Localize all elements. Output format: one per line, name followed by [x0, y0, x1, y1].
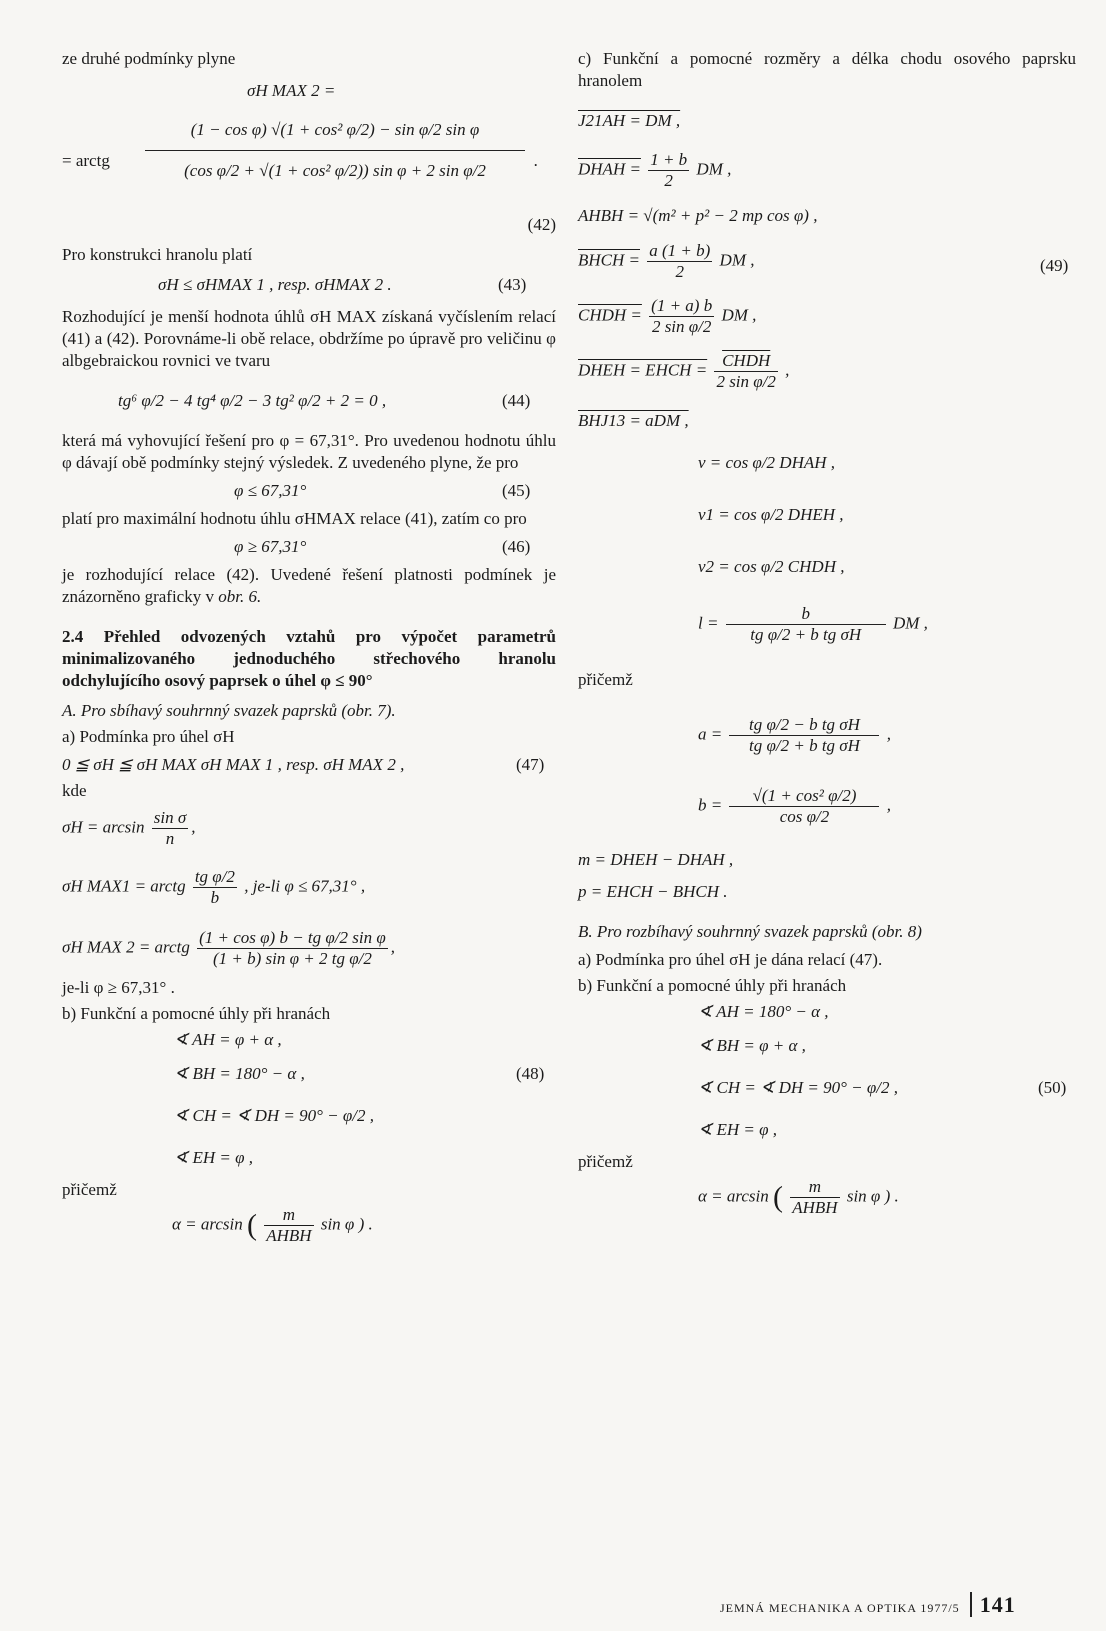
- l-num: b: [726, 604, 886, 625]
- smax1-lhs: σH MAX1 = arctg: [62, 876, 186, 896]
- r4-den: 2: [675, 262, 685, 281]
- eq50-angle-E: ∢ EH = φ ,: [698, 1120, 778, 1139]
- r2-lhs: DHAH =: [578, 159, 641, 179]
- eq-smax2: σH MAX 2 = arctg $\frac{\text{(1 + cos φ) b − tg φ/2 sin φ}}{\text{(1 + b) sin φ + 2 tg φ/2}}$ ,: [62, 928, 396, 968]
- r4-lhs: BHCH =: [578, 250, 640, 270]
- eq-alpha-right: α = arcsin ( $\frac{m}{\text{AHBH}}$ sin φ ) .: [698, 1177, 899, 1217]
- pricemz-left: přičemž: [62, 1180, 117, 1199]
- section-A-heading: A. Pro sbíhavý souhrnný svazek paprsků (obr. 7).: [62, 701, 396, 720]
- eq42-prefix: = arctg: [62, 151, 110, 170]
- smax2-den: (1 + b) sin φ + 2 tg φ/2: [212, 949, 372, 968]
- eq42-denominator: (cos φ/2 + √(1 + cos² φ/2)) sin φ + 2 sin φ/2: [184, 161, 486, 180]
- eq-m: m = DHEH − DHAH ,: [578, 850, 734, 869]
- eq43-body: σH ≤ σHMAX 1 , resp. σHMAX 2 .: [158, 275, 392, 294]
- eq-smax1: [62, 867, 556, 908]
- eq48-number: (48): [516, 1064, 545, 1083]
- eq46-body: φ ≥ 67,31°: [234, 537, 307, 556]
- eq-r5: [578, 296, 1076, 337]
- l-den: tg φ/2 + b tg σH: [750, 625, 862, 644]
- pricemz-right: přičemž: [578, 670, 633, 689]
- sigmaH-num: sin σ: [153, 808, 187, 827]
- r6-tail: ,: [785, 360, 790, 380]
- right-column: [578, 48, 1076, 1218]
- r2-num: 1 + b: [650, 150, 688, 169]
- page-footer: [720, 1594, 1016, 1619]
- eq-l: [698, 604, 1076, 645]
- b-lhs: b =: [698, 795, 723, 815]
- a-fraction: [729, 715, 879, 756]
- text-konstrukce: Pro konstrukci hranolu platí: [62, 245, 253, 264]
- page-number: 141: [970, 1592, 1016, 1617]
- r4-fraction: [647, 241, 712, 282]
- eq-b: [698, 786, 1076, 827]
- l-tail: DM ,: [892, 613, 928, 633]
- r6-lhs: DHEH = EHCH =: [578, 360, 708, 380]
- alpha-right-fraction: [790, 1177, 839, 1218]
- jeli-text: je-li φ ≥ 67,31° .: [62, 978, 175, 997]
- a-num: tg φ/2 − b tg σH: [729, 715, 879, 736]
- intro-text: ze druhé podmínky plyne: [62, 49, 236, 68]
- sigmaH-fraction: [152, 808, 188, 849]
- text-rozhodujici: Rozhodující je menší hodnota úhlů σH MAX získaná vyčíslením relací (41) a (42). Porovnáme-li obě relace, obdržíme po úpravě pro veličinu φ albgebraickou rovnici ve tvaru: [62, 307, 556, 370]
- eq-v2: v2 = cos φ/2 CHDH ,: [698, 557, 845, 576]
- figure-ref-6: obr. 6.: [218, 587, 262, 606]
- alpha-left-den: AHBH: [266, 1226, 312, 1245]
- eq-r3: [578, 205, 1076, 227]
- r1-body: J21AH = DM ,: [578, 111, 681, 130]
- alpha-right-den: AHBH: [792, 1198, 838, 1217]
- r2-fraction: [648, 150, 689, 191]
- eq47-number: (47): [516, 755, 545, 774]
- r5-fraction: [649, 296, 714, 337]
- smax2-fraction: [197, 928, 388, 969]
- eq-r2: [578, 150, 1076, 191]
- sigmaH-den: n: [165, 829, 175, 848]
- alpha-left-lhs: α = arcsin: [172, 1214, 243, 1234]
- text-plati: platí pro maximální hodnotu úhlu σHMAX relace (41), zatím co pro: [62, 509, 527, 528]
- a-title: a) Podmínka pro úhel σH: [62, 727, 235, 746]
- eq45-number: (45): [502, 481, 531, 500]
- alpha-right-num: m: [790, 1177, 839, 1198]
- l-fraction: [726, 604, 886, 645]
- r6-num: CHDH: [714, 351, 777, 372]
- eq43: [158, 274, 556, 296]
- r5-num: (1 + a) b: [651, 296, 713, 315]
- eq-r4: [578, 241, 1076, 282]
- a-lhs: a =: [698, 724, 723, 744]
- eq47: [62, 754, 556, 776]
- eq-v1: v1 = cos φ/2 DHEH ,: [698, 505, 844, 524]
- r2-tail: DM ,: [696, 159, 732, 179]
- alpha-left-num: m: [264, 1205, 313, 1226]
- r6-fraction: [714, 351, 777, 392]
- a-tail: ,: [886, 724, 891, 744]
- eq42-number: (42): [527, 215, 556, 234]
- eq45-body: φ ≤ 67,31°: [234, 481, 307, 500]
- left-column: [62, 48, 556, 1246]
- b-num: √(1 + cos² φ/2): [729, 786, 879, 807]
- eq43-number: (43): [498, 275, 527, 294]
- eq50-angle-A: ∢ AH = 180° − α ,: [698, 1002, 829, 1021]
- eq-v: v = cos φ/2 DHAH ,: [698, 453, 836, 472]
- smax2-num: (1 + cos φ) b − tg φ/2 sin φ: [199, 928, 386, 947]
- smax1-fraction: [193, 867, 237, 908]
- eq46: [234, 536, 556, 558]
- eq-r1: [578, 110, 1076, 132]
- eq-alpha-left: α = arcsin ( $\frac{m}{\text{AHBH}}$ sin φ ) .: [172, 1205, 373, 1245]
- eq-r6: [578, 351, 1076, 392]
- r3-body: AHBH = √(m² + p² − 2 mp cos φ) ,: [578, 206, 818, 225]
- B-b-text: b) Funkční a pomocné úhly při hranách: [578, 976, 847, 995]
- r5-den: 2 sin φ/2: [651, 317, 712, 336]
- pricemz-right-2: přičemž: [578, 1152, 633, 1171]
- b-tail: ,: [886, 795, 891, 815]
- journal-name: JEMNÁ MECHANIKA A OPTIKA 1977/5: [720, 1601, 960, 1615]
- r7-body: BHJ13 = aDM ,: [578, 411, 689, 430]
- eq48-angle-CD: ∢ CH = ∢ DH = 90° − φ/2 ,: [174, 1106, 374, 1125]
- alpha-right-tail: sin φ ) .: [846, 1186, 899, 1206]
- smax2-lhs: σH MAX 2 = arctg: [62, 937, 190, 957]
- b-den: cos φ/2: [779, 807, 830, 826]
- eq47-body: 0 ≦ σH ≦ σH MAX σH MAX 1 , resp. σH MAX 2 ,: [62, 755, 405, 774]
- eq44-number: (44): [502, 391, 531, 410]
- r2-den: 2: [664, 171, 673, 190]
- eq46-number: (46): [502, 537, 531, 556]
- B-a-text: a) Podmínka pro úhel σH je dána relací (47).: [578, 950, 883, 969]
- eq48-angle-B: ∢ BH = 180° − α ,: [174, 1064, 305, 1083]
- r4-num: a (1 + b): [649, 241, 711, 260]
- l-lhs: l =: [698, 613, 719, 633]
- eq-a: [698, 715, 1076, 756]
- eq-r7: [578, 410, 1076, 432]
- eq42: = arctg $\frac{\text{(1 − cos φ) √(1 + cos² φ/2) − sin φ/2 sin φ}}{\text{(cos φ/2 + √(1 + cos² φ/2)) sin φ + 2 sin φ/2}}$ .: [62, 114, 556, 214]
- r4-tail: DM ,: [719, 250, 755, 270]
- b-title: b) Funkční a pomocné úhly při hranách: [62, 1004, 331, 1023]
- r6-den: 2 sin φ/2: [716, 372, 776, 391]
- smax1-num: tg φ/2: [194, 867, 235, 886]
- eq-p: p = EHCH − BHCH .: [578, 882, 728, 901]
- eq-sigmaH: σH = arcsin $\frac{\text{sin σ}}{n}$ ,: [62, 808, 196, 848]
- eq48-angle-E: ∢ EH = φ ,: [174, 1148, 254, 1167]
- kde-text: kde: [62, 781, 87, 800]
- smax1-den: b: [210, 888, 220, 907]
- eq50-angle-CD: ∢ CH = ∢ DH = 90° − φ/2 ,: [698, 1078, 898, 1097]
- alpha-right-lhs: α = arcsin: [698, 1186, 769, 1206]
- b-fraction: [729, 786, 879, 827]
- r5-tail: DM ,: [721, 305, 757, 325]
- r5-lhs: CHDH =: [578, 305, 642, 325]
- eq50-block: [578, 1001, 1076, 1151]
- c-title: c) Funkční a pomocné rozměry a délka chodu osového paprsku hranolem: [578, 49, 1076, 90]
- eq44-body: tg⁶ φ/2 − 4 tg⁴ φ/2 − 3 tg² φ/2 + 2 = 0 ,: [118, 391, 387, 410]
- text-graficky-body: je rozhodující relace (42). Uvedené řešení platnosti podmínek je znázorněno graficky v: [62, 565, 556, 606]
- eq42-lhs: σH MAX 2 =: [247, 81, 336, 100]
- eq50-angle-B: ∢ BH = φ + α ,: [698, 1036, 806, 1055]
- eq48-angle-A: ∢ AH = φ + α ,: [174, 1030, 282, 1049]
- text-reseni: která má vyhovující řešení pro φ = 67,31°. Pro uvedenou hodnotu úhlu φ dávají obě podmínky stejný výsledek. Z uvedeného plyne, že pro: [62, 431, 556, 472]
- a-den: tg φ/2 + b tg σH: [749, 736, 860, 755]
- text-graficky: [62, 564, 556, 608]
- eq49-number: (49): [1040, 256, 1069, 275]
- smax1-tail: , je-li φ ≤ 67,31° ,: [244, 876, 366, 896]
- eq44: [118, 390, 556, 412]
- eq45: [234, 480, 556, 502]
- section-B-heading: B. Pro rozbíhavý souhrnný svazek paprsků (obr. 8): [578, 922, 922, 941]
- eq42-fraction: [145, 114, 525, 181]
- sigmaH-lhs: σH = arcsin: [62, 817, 145, 837]
- eq48-block: [62, 1029, 556, 1179]
- section-2-4-heading: 2.4 Přehled odvozených vztahů pro výpočet parametrů minimalizovaného jednoduchého střechového hranolu odchylujícího osový paprsek o úhel φ ≤ 90°: [62, 627, 556, 690]
- alpha-left-tail: sin φ ) .: [320, 1214, 373, 1234]
- eq50-number: (50): [1038, 1078, 1067, 1097]
- alpha-left-fraction: [264, 1205, 313, 1246]
- eq42-numerator: (1 − cos φ) √(1 + cos² φ/2) − sin φ/2 sin φ: [145, 114, 525, 151]
